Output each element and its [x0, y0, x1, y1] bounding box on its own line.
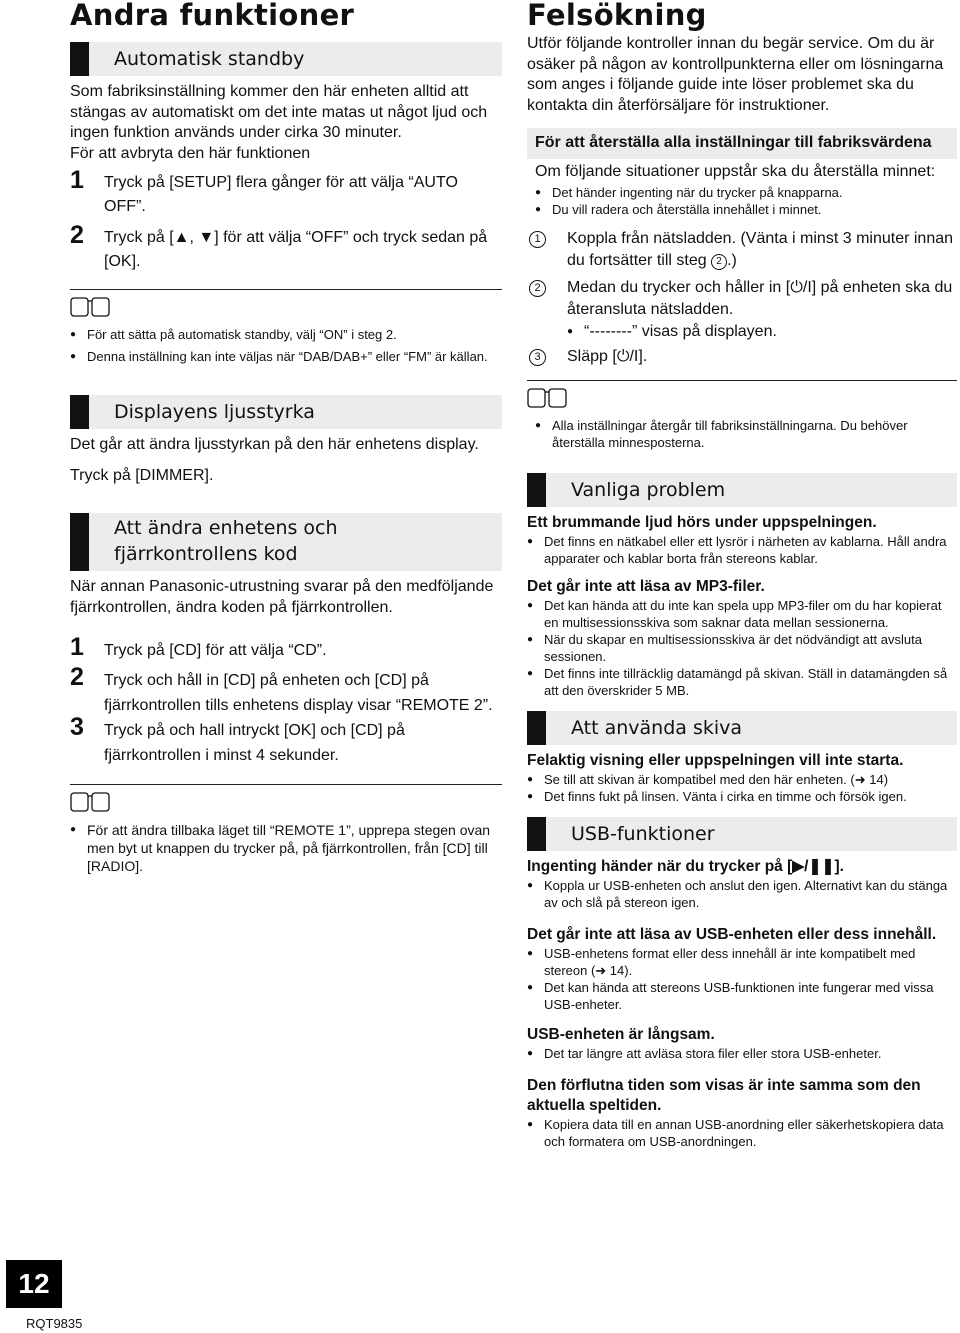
remote-code-step-3 — [70, 713, 502, 768]
step-reference-circle: 2 — [711, 254, 727, 270]
heading-bar — [527, 817, 546, 851]
auto-standby-cancel: För att avbryta den här funktionen — [70, 144, 311, 162]
section-heading-disc — [527, 711, 957, 745]
auto-standby-note-1: ● För att sätta på automatisk standby, välj “ON” i steg 2. — [70, 326, 502, 343]
problem-title: Den förflutna tiden som visas är inte samma som den aktuella speltiden. — [527, 1076, 921, 1114]
heading-text: Vanliga problem — [571, 478, 726, 501]
heading-text: Automatisk standby — [114, 48, 305, 70]
note-book-icon — [527, 388, 567, 408]
section-heading-brightness — [70, 395, 502, 429]
step-text: Tryck och håll in [CD] på enheten och [CD] på fjärrkontrollen tills enhetens display visar “REMOTE 2”. — [104, 672, 493, 714]
step-text: Tryck på [SETUP] flera gånger för att välja “AUTO OFF”. — [104, 174, 458, 215]
reset-note: ● Alla inställningar återgår till fabriksinställningarna. Du behöver återställa minnesposterna. — [535, 417, 957, 451]
right-column — [527, 0, 957, 1150]
section-heading-auto-standby — [70, 42, 502, 76]
section-heading-remote-code — [70, 513, 502, 571]
problem-item: ● Det finns inte tillräcklig datamängd på skivan. Ställ in datamängden så att den överskrider 5 MB. — [527, 665, 957, 699]
note-divider — [70, 784, 502, 821]
step-circle-number: 1 — [529, 231, 546, 248]
reset-body — [527, 162, 957, 218]
step-circle-number: 2 — [529, 280, 546, 297]
reset-step-1 — [527, 228, 957, 272]
problem-item: ● Se till att skivan är kompatibel med den här enheten. (➜ 14) — [527, 771, 957, 788]
remote-code-step-1 — [70, 633, 502, 663]
problem-item: ● Kopiera data till en annan USB-anordning eller säkerhetskopiera data och formatera om USB-anordningen. — [527, 1116, 957, 1150]
step-number: 3 — [70, 713, 84, 741]
reset-bullet-2: ● Du vill radera och återställa innehållet i minnet. — [535, 201, 957, 218]
step-number: 1 — [70, 166, 84, 194]
troubleshooting-title: Felsökning — [527, 0, 707, 32]
remote-code-step-2 — [70, 663, 502, 718]
heading-bar — [70, 513, 89, 571]
heading-text: Displayens ljusstyrka — [114, 401, 315, 423]
step-text: Koppla från nätsladden. (Vänta i minst 3 minuter innan du fortsätter till steg — [567, 229, 954, 269]
problem-title: Felaktig visning eller uppspelningen vill inte starta. — [527, 751, 904, 769]
page-title: Andra funktioner — [70, 0, 355, 32]
step-text: Tryck på [CD] för att välja “CD”. — [104, 642, 327, 659]
auto-standby-step-1 — [70, 166, 502, 219]
troubleshooting-intro: Utför följande kontroller innan du begär service. Om du är osäker på någon av kontrollpunkterna eller om lösningarna som anges i följande guide inte löser problemet ska du kontakta din återförsäljare för instruktioner. — [527, 35, 944, 114]
note-divider — [70, 289, 502, 326]
document-code: RQT9835 — [26, 1316, 83, 1331]
reset-text: Om följande situationer uppstår ska du återställa minnet: — [535, 163, 936, 180]
problem-item: ● Det finns en nätkabel eller ett lysrör i närheten av kablarna. Håll andra apparater och kablar borta från stereons kablar. — [527, 533, 957, 567]
problem-item: ● När du skapar en multisessionsskiva är det nödvändigt att avsluta sessionen. — [527, 631, 957, 665]
section-heading-common — [527, 473, 957, 507]
problem-item: ● Det kan hända att du inte kan spela upp MP3-filer om du har kopierat en multisessionsskiva som saknar data mellan sessionerna. — [527, 597, 957, 631]
problem-title: Ett brummande ljud hörs under uppspelningen. — [527, 513, 877, 531]
heading-text-line-2: fjärrkontrollens kod — [114, 543, 298, 565]
problem-item: ● Det kan hända att stereons USB-funktionen inte fungerar med vissa USB-enheter. — [527, 979, 957, 1013]
heading-bar — [527, 473, 546, 507]
step-text: Tryck på [▲, ▼] för att välja “OFF” och tryck sedan på [OK]. — [104, 229, 488, 270]
section-heading-usb — [527, 817, 957, 851]
note-divider — [527, 380, 957, 417]
left-column — [70, 0, 502, 875]
display-bullet: ● “--------” visas på displayen. — [567, 321, 957, 343]
problem-title: Det går inte att läsa av MP3-filer. — [527, 577, 765, 595]
heading-text: USB-funktioner — [571, 822, 715, 845]
remote-code-intro: När annan Panasonic-utrustning svarar på den medföljande fjärrkontrollen, ändra koden på fjärrkontrollen. — [70, 578, 494, 616]
auto-standby-intro: Som fabriksinställning kommer den här enheten alltid att stängas av automatiskt om det inte matas ut något ljud och ingen funktion används under cirka 30 minuter. — [70, 83, 488, 141]
step-text: Medan du trycker och håller in [⏻/I] på enheten ska du återansluta nätsladden. — [567, 278, 953, 318]
step-number: 1 — [70, 633, 84, 661]
brightness-text: Det går att ändra ljusstyrkan på den här enhetens display. — [70, 436, 479, 453]
step-number: 2 — [70, 221, 84, 249]
note-book-icon — [70, 297, 110, 317]
reset-heading-box — [527, 128, 957, 159]
heading-text-line-1: Att ändra enhetens och — [114, 517, 338, 539]
note-book-icon — [70, 792, 110, 812]
problem-item: ● Det tar längre att avläsa stora filer eller stora USB-enheter. — [527, 1045, 957, 1062]
heading-bar — [70, 42, 89, 76]
step-circle-number: 3 — [529, 349, 546, 366]
problem-item: ● USB-enhetens format eller dess innehåll är inte kompatibelt med stereon (➜ 14). — [527, 945, 957, 979]
heading-bar — [527, 711, 546, 745]
problem-title: USB-enheten är långsam. — [527, 1025, 715, 1043]
step-number: 2 — [70, 663, 84, 691]
page-number-badge: 12 — [6, 1260, 62, 1308]
step-text-after: .) — [727, 251, 737, 269]
remote-code-note: ● För att ändra tillbaka läget till “REMOTE 1”, upprepa stegen ovan men byt ut knappen du trycker på, på fjärrkontrollen, från [CD] till [RADIO]. — [70, 821, 502, 875]
step-text: Tryck på och hall intryckt [OK] och [CD] på fjärrkontrollen i minst 4 sekunder. — [104, 722, 405, 764]
brightness-instruction: Tryck på [DIMMER]. — [70, 466, 214, 484]
problem-item: ● Koppla ur USB-enheten och anslut den igen. Alternativt kan du stänga av och slå på stereon igen. — [527, 877, 957, 911]
reset-heading: För att återställa alla inställningar till fabriksvärdena — [535, 134, 932, 151]
problem-title: Ingenting händer när du trycker på [▶/❚❚]. — [527, 857, 844, 875]
step-text: Släpp [⏻/I]. — [567, 347, 648, 365]
problem-title: Det går inte att läsa av USB-enheten eller dess innehåll. — [527, 925, 937, 943]
reset-step-3 — [527, 346, 957, 368]
reset-bullet-1: ● Det händer ingenting när du trycker på knapparna. — [535, 184, 957, 201]
auto-standby-step-2 — [70, 221, 502, 274]
problem-item: ● Det finns fukt på linsen. Vänta i cirka en timme och försök igen. — [527, 788, 957, 805]
reset-step-2 — [527, 277, 957, 343]
auto-standby-note-2: ● Denna inställning kan inte väljas när “DAB/DAB+” eller “FM” är källan. — [70, 348, 502, 365]
heading-bar — [70, 395, 89, 429]
heading-text: Att använda skiva — [571, 716, 743, 739]
